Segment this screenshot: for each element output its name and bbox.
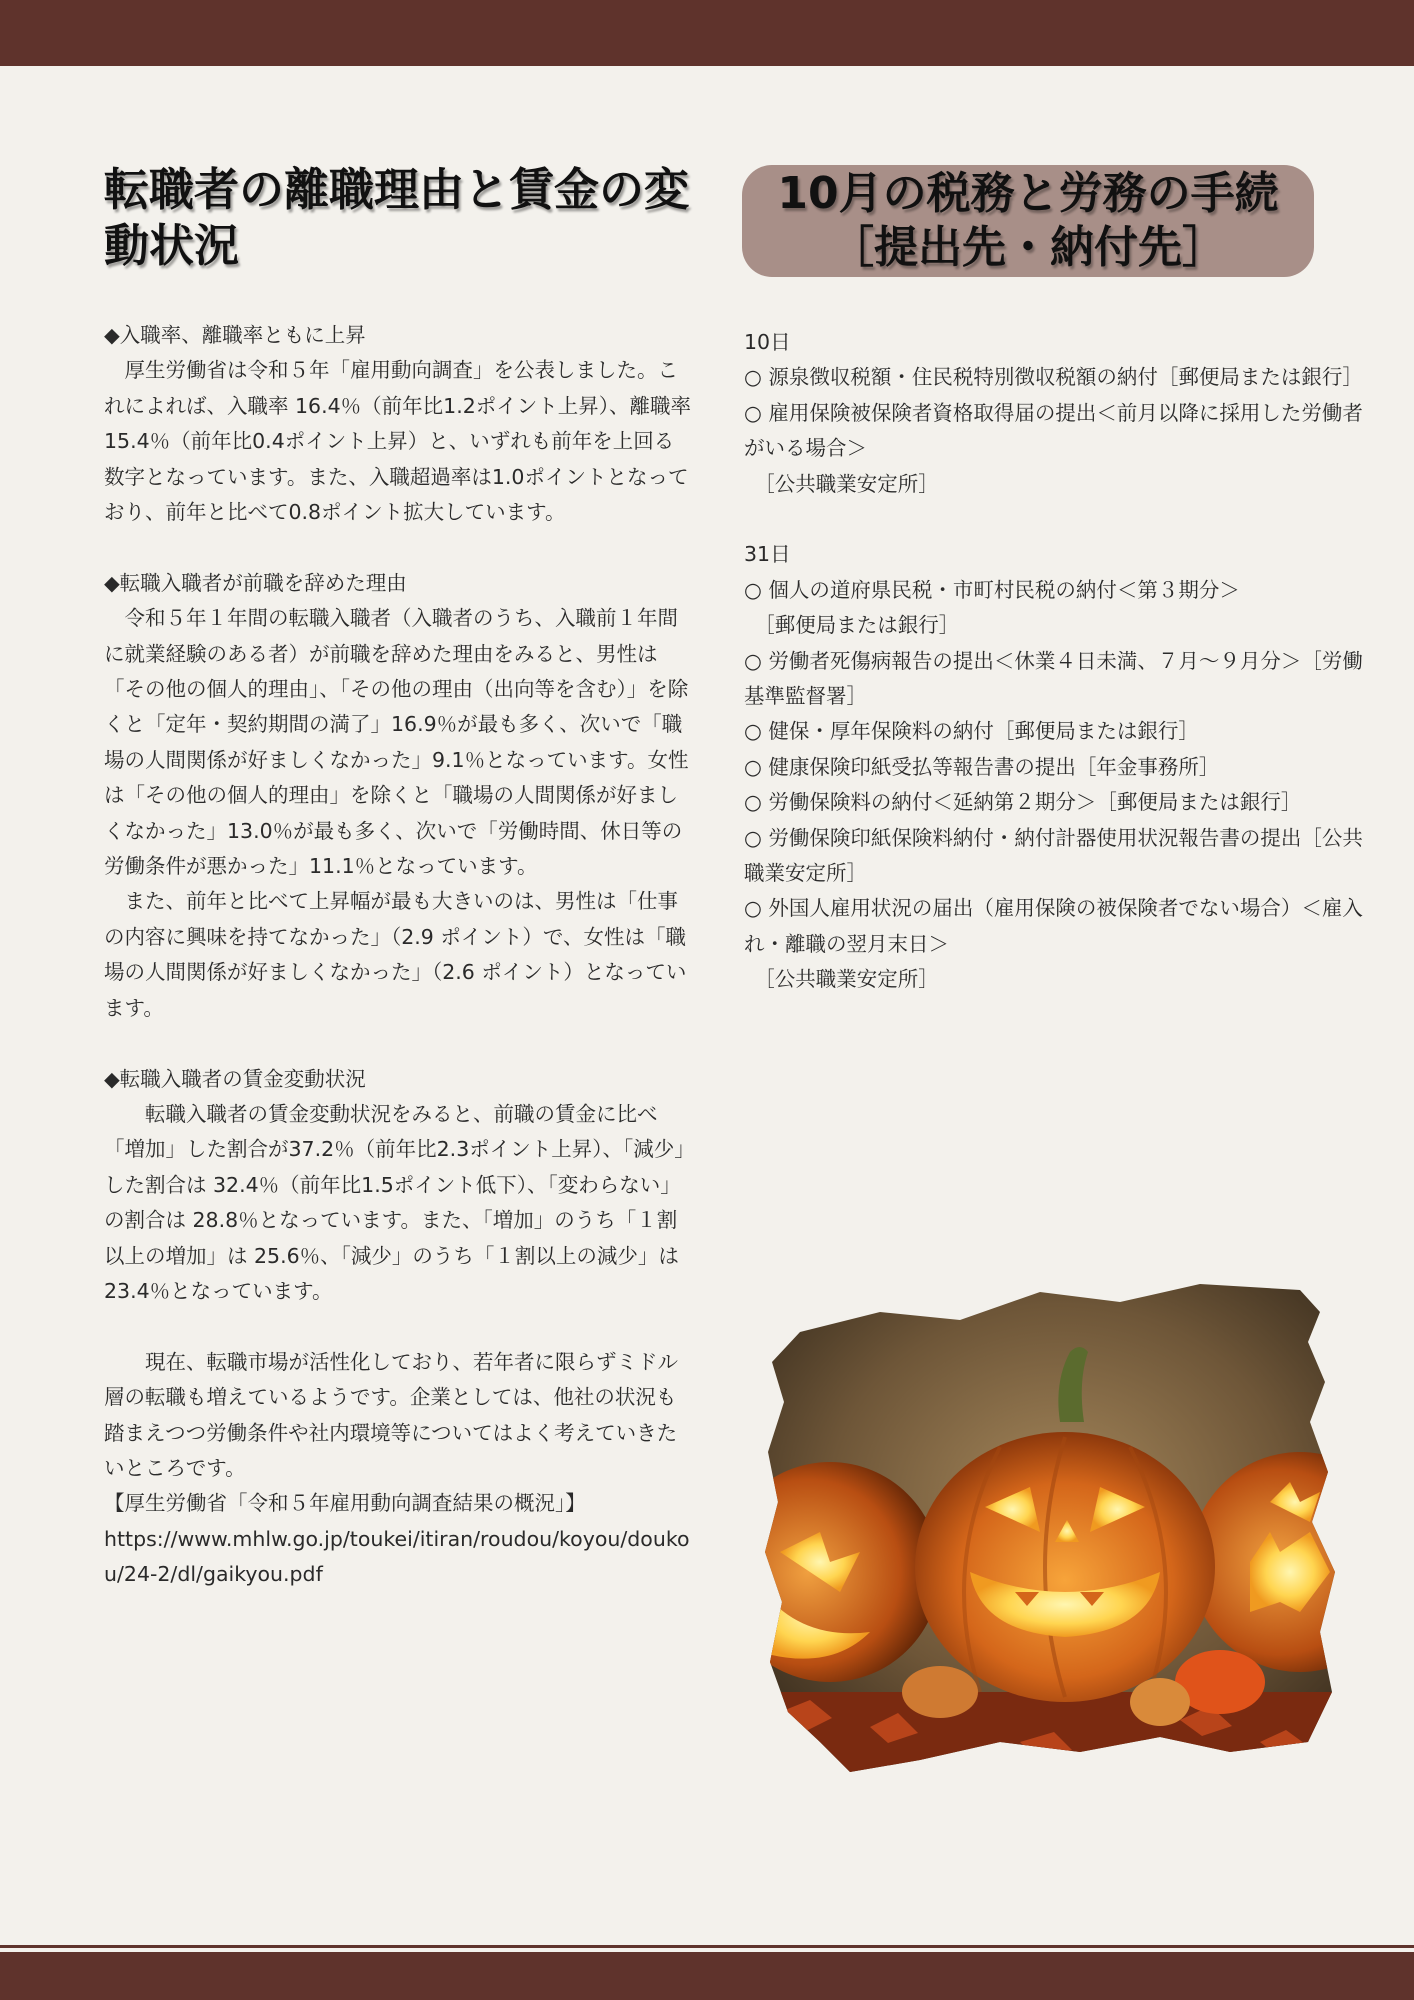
schedule-list xyxy=(744,325,1374,1033)
section-leaving-reasons xyxy=(104,566,694,1026)
section-heading: ◆転職入職者が前職を辞めた理由 xyxy=(104,570,407,595)
schedule-title: 10月の税務と労務の手続 xyxy=(777,168,1279,219)
schedule-item: ○ 労働保険料の納付＜延納第２期分＞［郵便局または銀行］ xyxy=(744,790,1302,815)
schedule-title-badge xyxy=(742,165,1314,277)
day-label: 31日 xyxy=(744,542,791,567)
schedule-day-31 xyxy=(744,537,1374,997)
schedule-item: ○ 源泉徴収税額・住民税特別徴収税額の納付［郵便局または銀行］ xyxy=(744,365,1363,390)
section-paragraph: 令和５年１年間の転職入職者（入職者のうち、入職前１年間に就業経験のある者）が前職を辞めた理由をみると、男性は「その他の個人的理由」、「その他の理由（出向等を含む）」を除くと「定年・契約期間の満了」16.9％が最も多く、次いで「職場の人間関係が好ましくなかった」9.1％となっています。女性は「その他の個人的理由」を除くと「職場の人間関係が好ましくなかった」13.0％が最も多く、次いで「労働時間、休日等の労働条件が悪かった」11.1％となっています。 xyxy=(104,606,689,879)
header-bar xyxy=(0,0,1414,66)
section-paragraph: また、前年と比べて上昇幅が最も大きいのは、男性は「仕事の内容に興味を持てなかった」（2.9 ポイント）で、女性は「職場の人間関係が好ましくなかった」（2.6 ポイント）となっています。 xyxy=(104,889,687,1020)
section-paragraph: 転職入職者の賃金変動状況をみると、前職の賃金に比べ「増加」した割合が37.2％（前年比2.3ポイント上昇）、「減少」した割合は 32.4％（前年比1.5ポイント低下）、「変わらない」の割合は 28.8％となっています。また、「増加」のうち「１割以上の増加」は 25.6％、「減少」のうち「１割以上の減少」は 23.4％となっています。 xyxy=(104,1101,685,1303)
footer-bar xyxy=(0,1952,1414,2000)
schedule-item: ○ 健康保険印紙受払等報告書の提出［年金事務所］ xyxy=(744,754,1220,779)
source-citation: 【厚生労働省「令和５年雇用動向調査結果の概況」】 xyxy=(104,1491,586,1516)
schedule-item: ［郵便局または銀行］ xyxy=(744,613,960,638)
day-label: 10日 xyxy=(744,330,791,354)
source-url: https://www.mhlw.go.jp/toukei/itiran/roudou/koyou/doukou/24-2/dl/gaikyou.pdf xyxy=(104,1526,690,1587)
footer-rule xyxy=(0,1945,1414,1948)
schedule-item: ［公共職業安定所］ xyxy=(744,471,939,496)
schedule-day-10 xyxy=(744,325,1374,502)
schedule-item: ○ 健保・厚年保険料の納付［郵便局または銀行］ xyxy=(744,719,1199,744)
section-paragraph: 厚生労働省は令和５年「雇用動向調査」を公表しました。これによれば、入職率 16.4％（前年比1.2ポイント上昇）、離職率 15.4％（前年比0.4ポイント上昇）と、いずれも前年を上回る数字となっています。また、入職超過率は1.0ポイントとなっており、前年と比べて0.8ポイント拡大しています。 xyxy=(104,358,692,525)
schedule-item: ○ 個人の道府県民税・市町村民税の納付＜第３期分＞ xyxy=(744,577,1240,602)
schedule-item: ［公共職業安定所］ xyxy=(744,967,939,992)
article-title: 転職者の離職理由と賃金の変動状況 xyxy=(104,163,690,272)
schedule-subtitle: ［提出先・納付先］ xyxy=(830,222,1226,273)
section-heading: ◆転職入職者の賃金変動状況 xyxy=(104,1066,366,1091)
closing-paragraph: 現在、転職市場が活性化しており、若年者に限らずミドル層の転職も増えているようです。企業としては、他社の状況も踏まえつつ労働条件や社内環境等についてはよく考えていきたいところです。 xyxy=(104,1349,678,1480)
section-hiring-rates xyxy=(104,318,694,530)
halloween-pumpkin-image xyxy=(760,1272,1360,1780)
schedule-item: ○ 労働保険印紙保険料納付・納付計器使用状況報告書の提出［公共職業安定所］ xyxy=(744,825,1363,886)
schedule-item: ○ 労働者死傷病報告の提出＜休業４日未満、７月～９月分＞［労働基準監督署］ xyxy=(744,648,1363,709)
section-wage-changes xyxy=(104,1062,694,1310)
article-body xyxy=(104,318,694,1593)
schedule-item: ○ 外国人雇用状況の届出（雇用保険の被保険者でない場合）＜雇入れ・離職の翌月末日＞ xyxy=(744,896,1363,956)
schedule-item: ○ 雇用保険被保険者資格取得届の提出＜前月以降に採用した労働者がいる場合＞ xyxy=(744,400,1363,461)
section-heading: ◆入職率、離職率ともに上昇 xyxy=(104,323,366,347)
